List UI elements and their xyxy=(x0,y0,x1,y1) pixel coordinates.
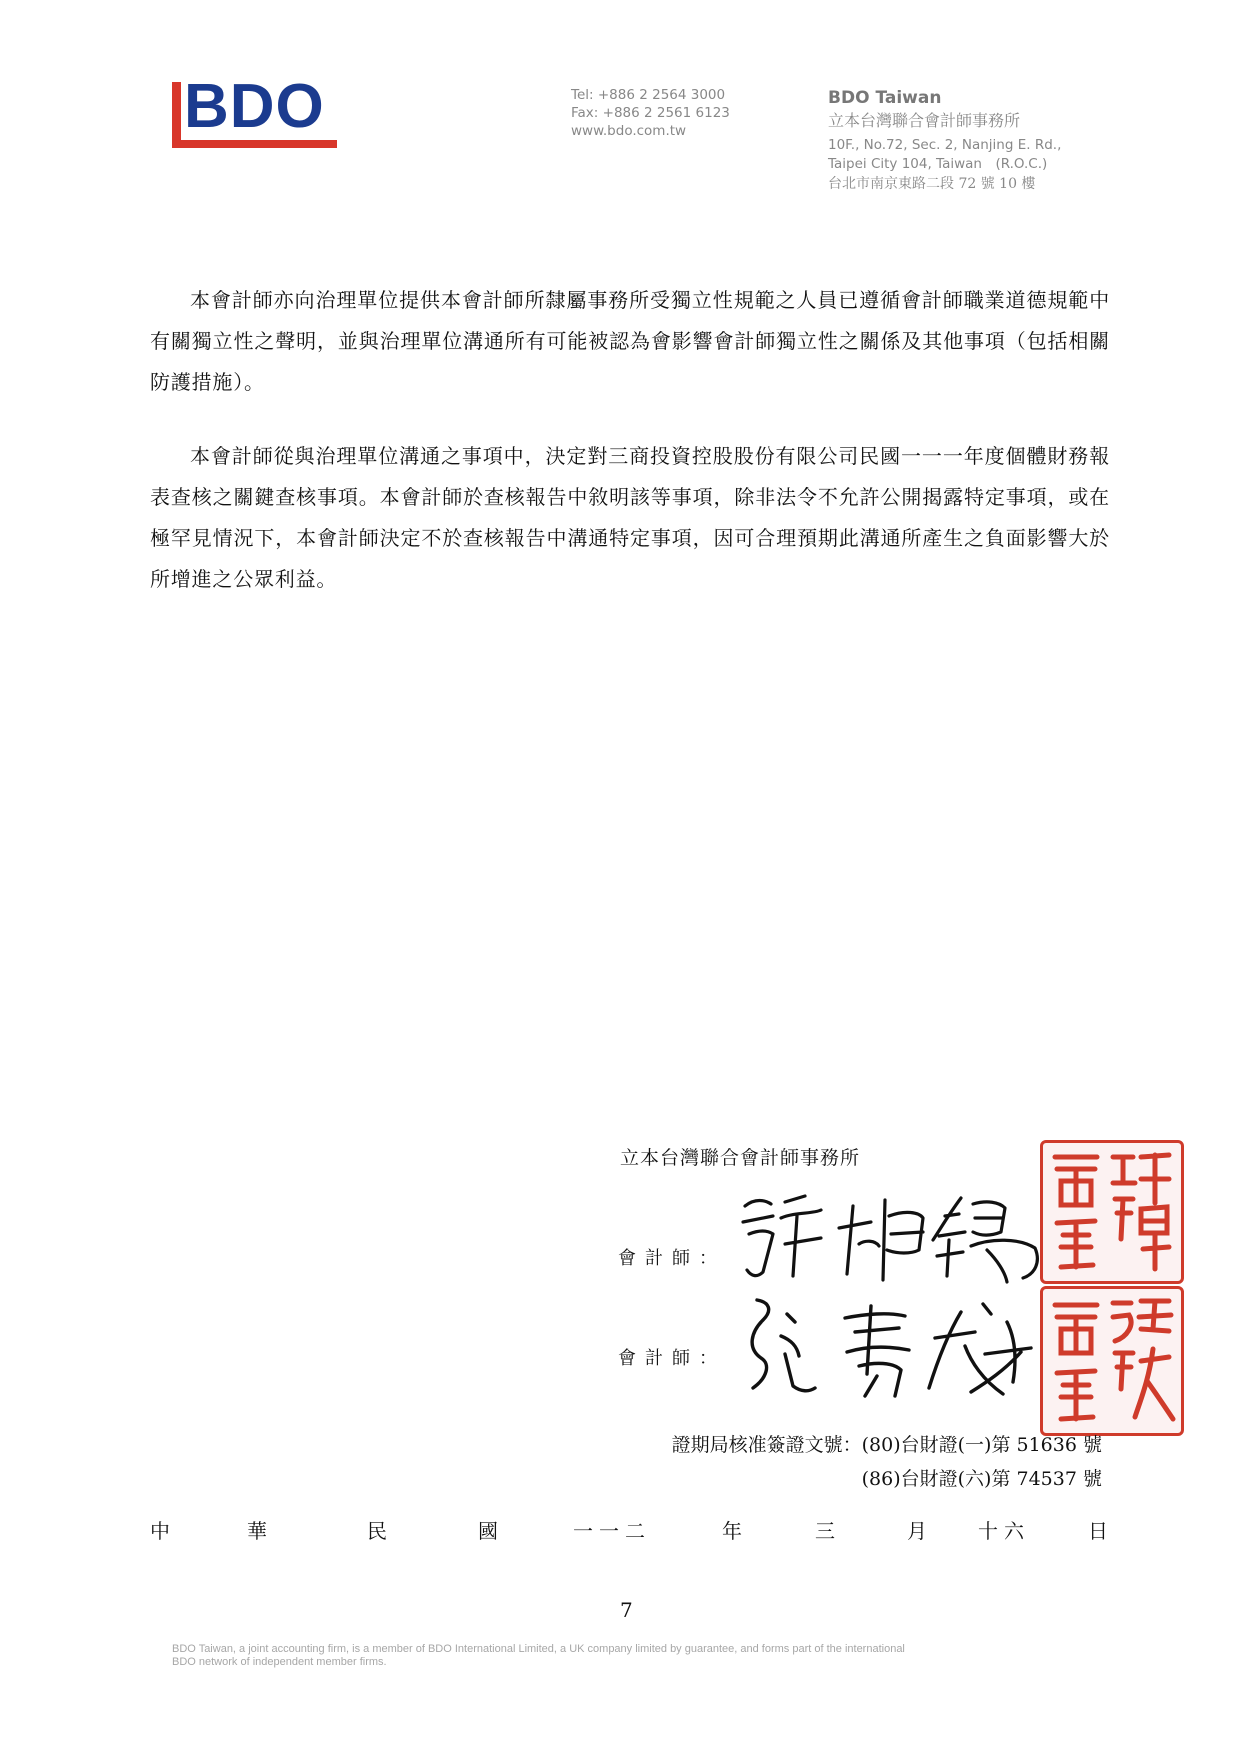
address-line-1: 10F., No.72, Sec. 2, Nanjing E. Rd., xyxy=(828,137,1062,153)
date-part: 十六 xyxy=(978,1519,1030,1543)
seal-1-glyphs xyxy=(1043,1143,1181,1281)
seal-2 xyxy=(1040,1286,1184,1436)
footer-line-2: BDO network of independent member firms. xyxy=(172,1656,387,1668)
footer-line-1: BDO Taiwan, a joint accounting firm, is a member of BDO International Limited, a UK company limited by guarantee, and forms part of the international xyxy=(172,1643,905,1655)
signing-firm: 立本台灣聯合會計師事務所 xyxy=(620,1147,861,1169)
website-line: www.bdo.com.tw xyxy=(571,123,687,139)
footer-disclaimer xyxy=(172,1643,905,1669)
paragraph-2-text: 本會計師從與治理單位溝通之事項中，決定對三商投資控股股份有限公司民國一一一年度個體財務報表查核之關鍵查核事項。本會計師於查核報告中敘明該等事項，除非法令不允許公開揭露特定事項，或在極罕見情況下，本會計師決定不於查核報告中溝通特定事項，因可合理預期此溝通所產生之負面影響大於所增進之公眾利益。 xyxy=(150,444,1110,591)
date-part: 年 xyxy=(722,1519,742,1543)
approval-line-2: (86)台財證(六)第 74537 號 xyxy=(861,1468,1102,1490)
date-part: 月 xyxy=(907,1519,927,1543)
page-number: 7 xyxy=(620,1598,633,1622)
tel-line: Tel: +886 2 2564 3000 xyxy=(571,87,726,103)
date-part: 一一二 xyxy=(573,1519,651,1543)
firm-block xyxy=(828,87,1061,194)
seal-1 xyxy=(1040,1140,1184,1284)
logo-text: BDO xyxy=(184,72,325,141)
date-part: 日 xyxy=(1088,1519,1108,1543)
address-line-2: Taipei City 104, Taiwan (R.O.C.) xyxy=(828,156,1048,172)
fax-line: Fax: +886 2 2561 6123 xyxy=(571,105,730,121)
logo-red-bar-vertical xyxy=(172,82,181,144)
paragraph-1-text: 本會計師亦向治理單位提供本會計師所隸屬事務所受獨立性規範之人員已遵循會計師職業道德規範中有關獨立性之聲明，並與治理單位溝通所有可能被認為會影響會計師獨立性之關係及其他事項（包括相關防護措施）。 xyxy=(150,288,1110,394)
date-part: 民 xyxy=(367,1519,387,1543)
approval-line-1: 證期局核准簽證文號：(80)台財證(一)第 51636 號 xyxy=(671,1434,1102,1456)
date-part: 國 xyxy=(478,1519,498,1543)
cpa-label-2: 會計師： xyxy=(618,1348,726,1369)
firm-name-cn: 立本台灣聯合會計師事務所 xyxy=(828,111,1021,130)
paragraph-key-audit-matters xyxy=(150,436,1110,600)
firm-name-en: BDO Taiwan xyxy=(828,88,942,108)
cpa-label-1: 會計師： xyxy=(618,1248,726,1269)
contact-block xyxy=(571,86,730,140)
date-part: 中 xyxy=(150,1519,170,1543)
date-part: 華 xyxy=(247,1519,267,1543)
signature-2 xyxy=(735,1292,1055,1402)
paragraph-independence xyxy=(150,280,1110,403)
bdo-logo xyxy=(172,72,342,150)
signature-1 xyxy=(735,1188,1055,1288)
seal-2-glyphs xyxy=(1043,1289,1181,1433)
date-part: 三 xyxy=(815,1519,835,1543)
address-cn: 台北市南京東路二段 72 號 10 樓 xyxy=(828,176,1036,192)
approval-reference xyxy=(610,1428,1102,1496)
